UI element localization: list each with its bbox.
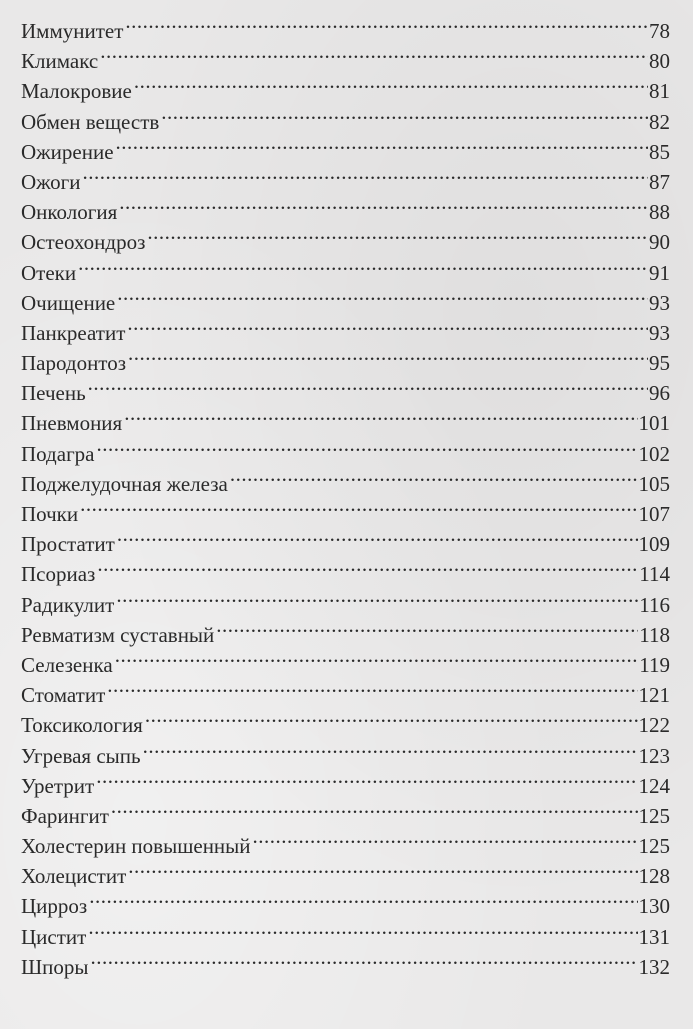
toc-entry-title: Очищение: [21, 290, 116, 315]
toc-entry-title: Поджелудочная железа: [21, 471, 228, 496]
toc-entry: [21, 582, 670, 617]
toc-entry: [21, 159, 670, 194]
toc-entry-title: Холецистит: [21, 864, 127, 889]
toc-entry-title: Селезенка: [21, 652, 113, 677]
dot-leader: [161, 99, 648, 129]
toc-entry-page-number: 116: [639, 592, 670, 617]
toc-entry-page-number: 105: [638, 471, 670, 496]
toc-entry-title: Остеохондроз: [21, 230, 146, 255]
toc-entry-page-number: 107: [638, 502, 670, 526]
toc-entry-title: Уретрит: [21, 773, 95, 798]
dot-leader: [89, 883, 637, 913]
toc-entry-page-number: 85: [649, 139, 670, 164]
toc-entry-title: Цирроз: [21, 894, 88, 919]
toc-entry: [21, 38, 670, 74]
toc-entry-page-number: 101: [638, 411, 670, 436]
toc-entry-page-number: 82: [649, 109, 670, 134]
dot-leader: [100, 38, 648, 68]
dot-leader: [111, 793, 638, 823]
dot-leader: [83, 159, 648, 189]
toc-entry-title: Обмен веществ: [21, 109, 160, 134]
toc-entry-title: Фарингит: [21, 803, 109, 828]
toc-entry-page-number: 125: [638, 803, 670, 828]
toc-entry: [21, 702, 670, 738]
dot-leader: [80, 491, 637, 521]
toc-entry-page-number: 80: [649, 49, 670, 74]
toc-entry-page-number: 132: [638, 954, 670, 979]
toc-entry: [21, 400, 670, 436]
toc-entry-title: Подагра: [21, 441, 95, 466]
toc-entry-title: Печень: [21, 381, 86, 406]
toc-entry-title: Ожирение: [21, 139, 114, 164]
toc-entry-page-number: 118: [639, 622, 670, 647]
toc-entry-page-number: 90: [649, 230, 670, 255]
toc-entry-page-number: 81: [649, 79, 670, 104]
toc-entry-page-number: 78: [649, 19, 670, 43]
toc-entry-page-number: 95: [649, 351, 670, 376]
toc-entry: [21, 431, 670, 466]
toc-entry: [21, 551, 670, 587]
toc-entry-page-number: 88: [649, 200, 670, 225]
toc-entry: [21, 612, 670, 647]
toc-entry: [21, 491, 670, 526]
toc-entry: [21, 310, 670, 345]
toc-entry-title: Псориаз: [21, 562, 96, 587]
dot-leader: [78, 250, 648, 280]
toc-entry-page-number: 124: [638, 773, 670, 798]
toc-entry-page-number: 102: [638, 441, 670, 466]
toc-entry-page-number: 130: [638, 894, 670, 919]
dot-leader: [97, 551, 638, 581]
toc-entry-page-number: 96: [649, 381, 670, 406]
toc-entry-title: Ожоги: [21, 169, 81, 194]
toc-entry: [21, 763, 670, 798]
toc-entry-page-number: 131: [638, 924, 670, 949]
toc-entry-page-number: 87: [649, 169, 670, 194]
dot-leader: [127, 310, 648, 340]
toc-entry-page-number: 119: [639, 652, 670, 677]
toc-entry-title: Иммунитет: [21, 19, 124, 43]
dot-leader: [88, 914, 637, 944]
toc-entry-page-number: 109: [638, 532, 670, 557]
toc-entry-title: Стоматит: [21, 683, 106, 708]
dot-leader: [128, 340, 648, 370]
dot-leader: [107, 672, 637, 702]
dot-leader: [96, 763, 637, 793]
table-of-contents: [21, 8, 670, 979]
toc-entry: [21, 672, 670, 708]
toc-entry-title: Токсикология: [21, 713, 143, 738]
toc-entry: [21, 8, 670, 43]
toc-entry-title: Радикулит: [21, 592, 115, 617]
toc-entry: [21, 521, 670, 557]
toc-entry: [21, 370, 670, 406]
toc-entry-page-number: 121: [638, 683, 670, 708]
dot-leader: [145, 702, 638, 732]
toc-entry-page-number: 122: [638, 713, 670, 738]
toc-entry-page-number: 93: [649, 320, 670, 345]
toc-entry-title: Онкология: [21, 200, 118, 225]
dot-leader: [97, 431, 638, 461]
dot-leader: [116, 129, 648, 159]
toc-entry-title: Простатит: [21, 532, 115, 557]
toc-entry-title: Ревматизм суставный: [21, 622, 215, 647]
toc-entry-page-number: 128: [638, 864, 670, 889]
toc-entry-page-number: 93: [649, 290, 670, 315]
toc-entry-page-number: 125: [638, 834, 670, 859]
toc-entry: [21, 280, 670, 315]
dot-leader: [128, 853, 637, 883]
toc-entry: [21, 793, 670, 828]
toc-entry-page-number: 114: [639, 562, 670, 587]
toc-entry: [21, 823, 670, 859]
toc-entry: [21, 944, 670, 979]
dot-leader: [230, 461, 638, 491]
dot-leader: [124, 400, 637, 430]
dot-leader: [117, 280, 648, 310]
toc-entry-page-number: 91: [649, 260, 670, 285]
toc-entry: [21, 642, 670, 677]
dot-leader: [143, 733, 638, 763]
toc-entry: [21, 250, 670, 285]
dot-leader: [216, 612, 638, 642]
toc-entry-title: Шпоры: [21, 954, 89, 979]
dot-leader: [147, 219, 648, 249]
dot-leader: [125, 8, 648, 38]
toc-entry-title: Панкреатит: [21, 320, 126, 345]
toc-entry: [21, 68, 670, 104]
toc-entry: [21, 883, 670, 919]
dot-leader: [88, 370, 648, 400]
dot-leader: [117, 521, 638, 551]
toc-entry-title: Пневмония: [21, 411, 123, 436]
toc-entry: [21, 461, 670, 496]
dot-leader: [115, 642, 639, 672]
toc-entry-title: Угревая сыпь: [21, 743, 141, 768]
dot-leader: [119, 189, 648, 219]
toc-entry-title: Климакс: [21, 49, 99, 74]
toc-entry-page-number: 123: [638, 743, 670, 768]
toc-entry-title: Почки: [21, 502, 79, 526]
toc-entry-title: Отеки: [21, 260, 77, 285]
dot-leader: [91, 944, 638, 974]
dot-leader: [253, 823, 638, 853]
toc-entry-title: Холестерин повышенный: [21, 834, 251, 859]
toc-entry: [21, 189, 670, 225]
toc-entry-title: Цистит: [21, 924, 87, 949]
toc-entry-title: Малокровие: [21, 79, 132, 104]
toc-entry: [21, 129, 670, 164]
toc-entry: [21, 914, 670, 949]
dot-leader: [134, 68, 648, 98]
dot-leader: [116, 582, 638, 612]
toc-entry-title: Пародонтоз: [21, 351, 126, 376]
